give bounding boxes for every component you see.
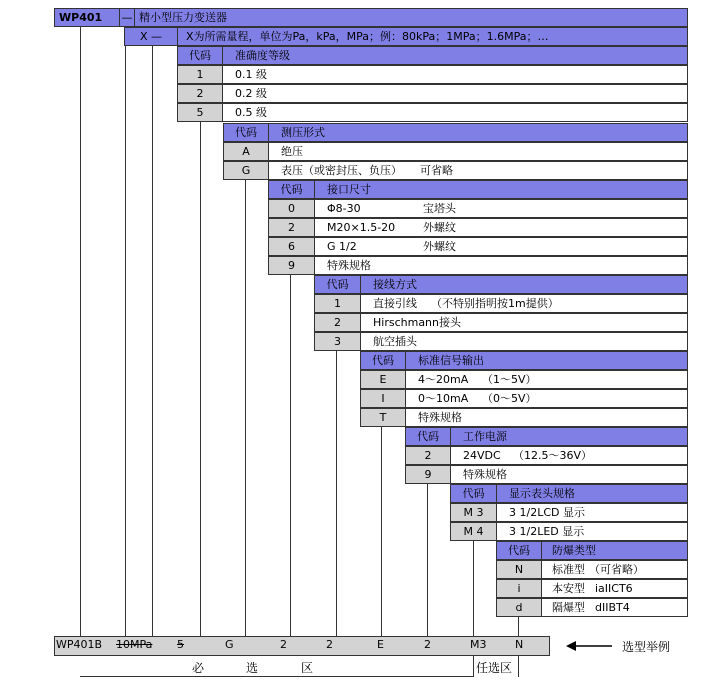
example-code-pressure-type: G: [225, 638, 234, 651]
example-code-range: 10MPa: [116, 638, 153, 651]
connector-line: [152, 45, 153, 637]
footer-divider: [518, 655, 519, 677]
connection-label: 特殊规格: [314, 256, 688, 275]
power-label: 特殊规格: [450, 465, 688, 484]
example-label: 选型举例: [622, 640, 671, 654]
explosion-label: 本安型 iaIICT6: [541, 579, 688, 598]
connection-code: 6: [268, 237, 315, 256]
wiring-label: 航空插头: [360, 332, 688, 351]
connector-line: [336, 349, 337, 637]
range-description: X为所需量程，单位为Pa，kPa，MPa；例：80kPa；1MPa；1.6MPa；…: [177, 27, 688, 46]
model-code: WP401: [54, 8, 120, 27]
connector-line: [381, 424, 382, 637]
example-code-wiring: 2: [326, 638, 333, 651]
accuracy-code: 5: [177, 103, 223, 122]
pressure-type-code: A: [223, 142, 269, 161]
wiring-code-header: 代码: [314, 275, 361, 294]
example-code-power: 2: [424, 638, 431, 651]
connection-label: G 1/2 外螺纹: [314, 237, 688, 256]
optional-zone-label: 任选区: [476, 661, 513, 675]
power-title: 工作电源: [450, 427, 688, 446]
accuracy-title: 准确度等级: [222, 46, 688, 65]
connection-code: 0: [268, 199, 315, 218]
display-label: 3 1/2LED 显示: [496, 522, 688, 541]
example-code-signal: E: [377, 638, 384, 651]
explosion-label: 标准型 （可省略）: [541, 560, 688, 579]
signal-code-header: 代码: [360, 351, 406, 370]
range-code: X —: [124, 27, 178, 46]
accuracy-label: 0.5 级: [222, 103, 688, 122]
model-dash: —: [119, 8, 135, 27]
footer-bottom-line: [80, 676, 473, 677]
connector-line: [290, 273, 291, 637]
explosion-code: d: [496, 598, 542, 617]
signal-code: E: [360, 370, 406, 389]
required-zone-char: 选: [246, 661, 259, 675]
footer-divider: [473, 655, 474, 677]
connection-code: 9: [268, 256, 315, 275]
display-title: 显示表头规格: [496, 484, 688, 503]
display-code-header: 代码: [450, 484, 497, 503]
connection-code: 2: [268, 218, 315, 237]
wiring-label: 直接引线 （不特别指明按1m提供）: [360, 294, 688, 313]
accuracy-code-header: 代码: [177, 46, 223, 65]
example-code-explosion: N: [515, 638, 524, 651]
connector-line: [518, 614, 519, 637]
wiring-code: 3: [314, 332, 361, 351]
accuracy-code: 2: [177, 84, 223, 103]
explosion-code: N: [496, 560, 542, 579]
power-code: 9: [405, 465, 451, 484]
power-code-header: 代码: [405, 427, 451, 446]
pressure-type-title: 测压形式: [268, 123, 688, 142]
accuracy-label: 0.1 级: [222, 65, 688, 84]
connector-line: [125, 45, 126, 637]
signal-code: T: [360, 408, 406, 427]
pressure-type-code-header: 代码: [223, 123, 269, 142]
display-code: M 3: [450, 503, 497, 522]
connector-line: [245, 178, 246, 637]
connection-label: M20×1.5-20 外螺纹: [314, 218, 688, 237]
connection-label: Φ8-30 宝塔头: [314, 199, 688, 218]
explosion-code: i: [496, 579, 542, 598]
connection-code-header: 代码: [268, 180, 315, 199]
pressure-type-code: G: [223, 161, 269, 180]
signal-label: 特殊规格: [405, 408, 688, 427]
example-code-connection: 2: [280, 638, 287, 651]
wiring-code: 1: [314, 294, 361, 313]
pressure-type-note: 可省略: [420, 164, 453, 177]
connector-line: [473, 538, 474, 637]
display-code: M 4: [450, 522, 497, 541]
connector-line: [200, 120, 201, 637]
signal-code: I: [360, 389, 406, 408]
accuracy-code: 1: [177, 65, 223, 84]
pressure-type-label: 表压（或密封压、负压） 可省略: [268, 161, 688, 180]
explosion-label: 隔爆型 dIIBT4: [541, 598, 688, 617]
connector-line: [427, 481, 428, 637]
connector-line: [80, 25, 81, 637]
example-code-model: WP401B: [56, 638, 103, 651]
required-zone-char: 必: [192, 661, 205, 675]
required-zone-char: 区: [301, 661, 314, 675]
connection-title: 接口尺寸: [314, 180, 688, 199]
explosion-code-header: 代码: [496, 541, 542, 560]
signal-title: 标准信号输出: [405, 351, 688, 370]
accuracy-label: 0.2 级: [222, 84, 688, 103]
signal-label: 0～10mA （0～5V）: [405, 389, 688, 408]
pressure-type-label: 绝压: [268, 142, 688, 161]
model-name: 精小型压力变送器: [134, 8, 688, 27]
wiring-label: Hirschmann接头: [360, 313, 688, 332]
arrow-left-icon: [566, 640, 614, 652]
signal-label: 4～20mA （1～5V）: [405, 370, 688, 389]
wiring-title: 接线方式: [360, 275, 688, 294]
power-label: 24VDC （12.5～36V）: [450, 446, 688, 465]
example-code-display: M3: [470, 638, 487, 651]
display-label: 3 1/2LCD 显示: [496, 503, 688, 522]
power-code: 2: [405, 446, 451, 465]
explosion-title: 防爆类型: [541, 541, 688, 560]
example-code-accuracy: 5: [177, 638, 184, 651]
wiring-code: 2: [314, 313, 361, 332]
